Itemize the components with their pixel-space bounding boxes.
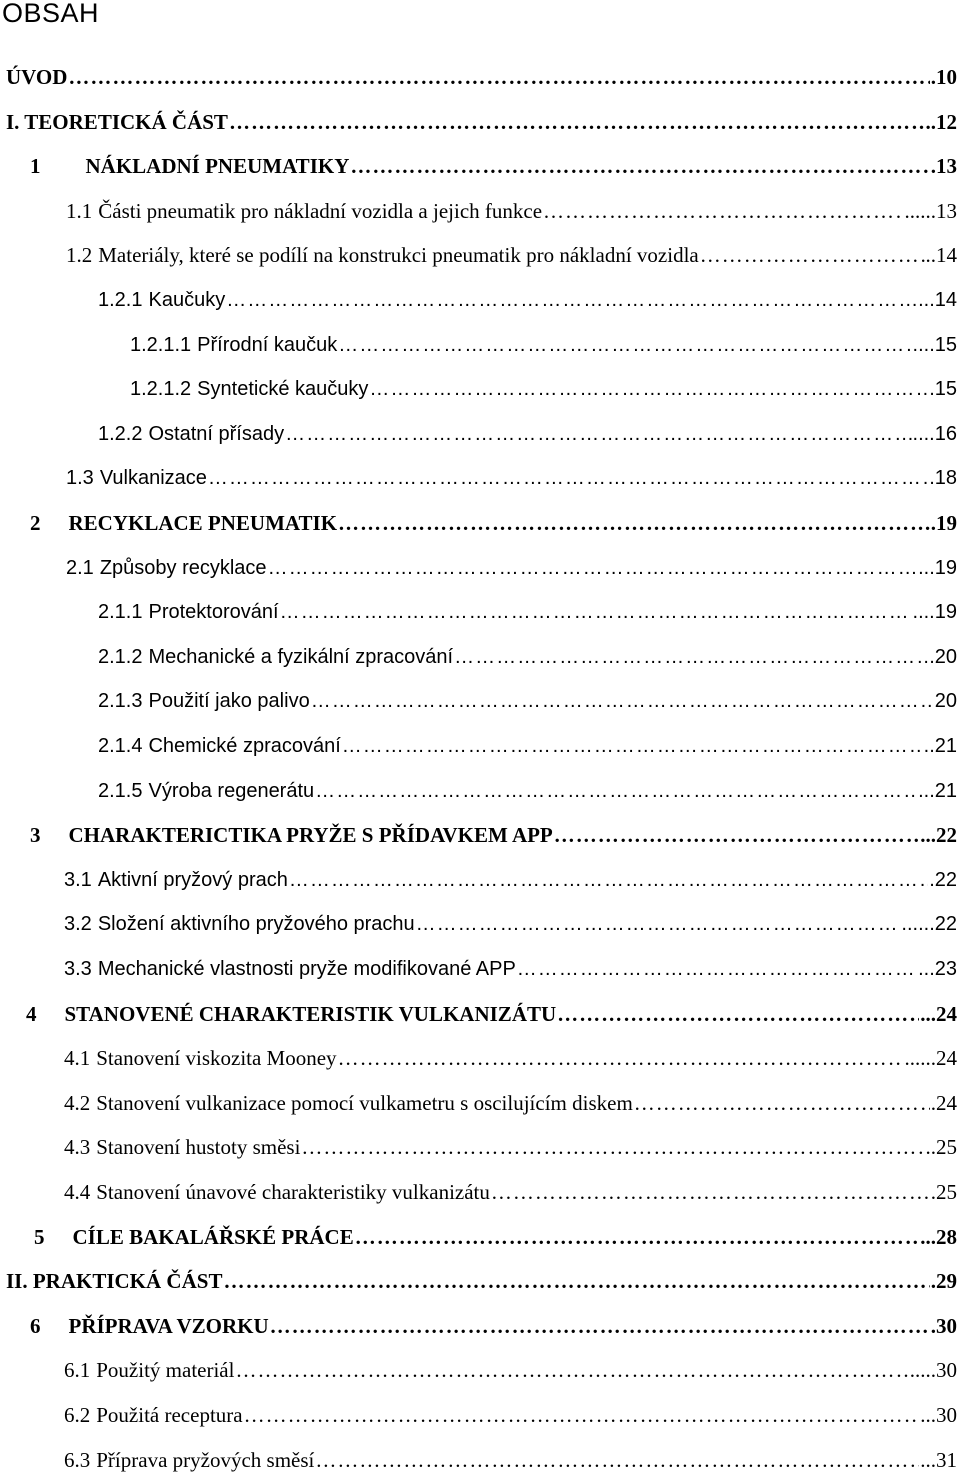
toc-entry[interactable] — [64, 859, 957, 895]
toc-entry[interactable] — [98, 279, 957, 315]
toc-entry-number: 3.1 — [64, 868, 92, 891]
toc-entry-title: Protektorování — [148, 601, 279, 624]
toc-entry-number: 4.3 — [64, 1135, 91, 1160]
toc-dot-leader — [315, 1445, 919, 1475]
toc-entry-page: .30 — [930, 1313, 957, 1338]
toc-entry-title: Mechanické vlastnosti pryže modifikované APP — [97, 958, 516, 980]
toc-entry-number: 1.2.1.2 — [130, 378, 192, 401]
toc-entry-number: 6.2 — [64, 1403, 91, 1427]
toc-entry-number: II. PRAKTICKÁ ČÁST — [6, 1269, 223, 1294]
toc-entry[interactable] — [66, 547, 957, 583]
toc-dot-leader — [226, 285, 917, 315]
toc-entry-page: ......13 — [904, 198, 957, 223]
toc-dot-leader — [285, 419, 911, 449]
toc-entry-number: 1 — [30, 154, 41, 179]
toc-entry-title: Výroba regenerátu — [148, 779, 315, 802]
toc-entry-title: PŘÍPRAVA VZORKU — [68, 1313, 269, 1338]
toc-entry-number: 1.2.1.1 — [130, 333, 192, 356]
toc-entry-title: Ostatní přísady — [148, 422, 285, 445]
toc-entry[interactable] — [6, 1260, 957, 1296]
toc-entry-number: 4.4 — [64, 1180, 91, 1204]
toc-entry[interactable] — [64, 948, 957, 984]
toc-entry-title: Mechanické a fyzikální zpracování — [148, 645, 454, 668]
toc-entry-title: Vulkanizace — [99, 467, 207, 490]
toc-entry[interactable] — [98, 680, 957, 716]
toc-entry-number: 1.2 — [66, 243, 93, 268]
toc-dot-leader — [416, 909, 901, 939]
toc-entry-title: Použitý materiál — [96, 1358, 235, 1383]
toc-entry-title: Přírodní kaučuk — [197, 333, 338, 356]
toc-entry-number: 4 — [26, 1001, 37, 1026]
toc-dot-leader — [315, 776, 917, 806]
toc-entry-page: ...31 — [920, 1447, 957, 1472]
toc-entry-page: ......24 — [904, 1046, 957, 1071]
toc-dot-leader — [235, 1355, 908, 1385]
toc-entry[interactable] — [30, 145, 957, 181]
toc-entry[interactable] — [64, 1439, 957, 1475]
toc-entry-number: 1.1 — [66, 198, 93, 223]
toc-entry[interactable] — [26, 993, 957, 1029]
toc-entry-number: ÚVOD — [6, 65, 68, 89]
toc-entry-page: .24 — [930, 1090, 957, 1115]
toc-entry-page: .15 — [929, 378, 957, 401]
toc-entry[interactable] — [64, 1126, 957, 1162]
toc-entry-page: ...21 — [918, 779, 957, 802]
toc-entry-page: ..21 — [923, 735, 957, 757]
toc-entry-number: 2.1.3 — [98, 690, 143, 713]
toc-entry-page: ...24 — [920, 1001, 957, 1026]
toc-entry[interactable] — [66, 234, 957, 270]
toc-entry-number: 2.1 — [66, 556, 94, 579]
toc-entry-number: 2.1.4 — [98, 735, 143, 757]
toc-dot-leader — [369, 374, 928, 404]
toc-entry-page: .29 — [930, 1269, 957, 1294]
toc-entry[interactable] — [30, 814, 957, 850]
toc-entry-page: ...28 — [920, 1224, 957, 1249]
toc-entry-title: Stanovení viskozita Mooney — [96, 1046, 337, 1071]
toc-entry-title: Stanovení únavové charakteristiky vulkanizátu — [96, 1180, 490, 1204]
toc-entry-page: ....16 — [912, 422, 957, 445]
toc-entry-title: Části pneumatik pro nákladní vozidla a jejich funkce — [98, 198, 543, 223]
toc-dot-leader — [289, 865, 928, 895]
toc-entry[interactable] — [30, 502, 957, 538]
toc-entry-number: 1.2.1 — [98, 289, 143, 311]
toc-dot-leader — [342, 731, 923, 761]
toc-entry-title: STANOVENÉ CHARAKTERISTIK VULKANIZÁTU — [64, 1001, 557, 1026]
toc-dot-leader — [350, 151, 929, 181]
toc-entry[interactable] — [98, 636, 957, 672]
toc-dot-leader — [338, 1043, 904, 1073]
toc-dot-leader — [223, 1266, 929, 1296]
toc-entry-number: 4.1 — [64, 1046, 91, 1071]
toc-entry-page: 20 — [934, 690, 957, 713]
toc-dot-leader — [338, 508, 930, 538]
toc-dot-leader — [311, 686, 934, 716]
toc-entry[interactable] — [64, 1349, 957, 1385]
toc-entry[interactable] — [98, 591, 957, 627]
toc-entry-number: 2.1.1 — [98, 601, 143, 624]
toc-entry[interactable] — [64, 1037, 957, 1073]
toc-entry-number: 1.3 — [66, 467, 94, 490]
toc-entry[interactable] — [98, 725, 957, 761]
toc-entry-page: ..14 — [925, 243, 957, 268]
toc-entry-page: .13 — [930, 154, 957, 179]
toc-entry-page: ...19 — [918, 556, 957, 579]
toc-entry-title: Aktivní pryžový prach — [97, 868, 288, 891]
toc-entry[interactable] — [64, 1171, 957, 1207]
toc-entry-page: ..25 — [925, 1135, 957, 1160]
toc-dot-leader — [557, 999, 919, 1029]
toc-entry-page: ......22 — [901, 913, 957, 936]
toc-entry-number: 3.3 — [64, 958, 92, 980]
toc-entry-page: .25 — [930, 1180, 957, 1204]
toc-dot-leader — [517, 954, 917, 984]
toc-dot-leader — [229, 107, 925, 137]
toc-entry-page: .10 — [930, 65, 957, 89]
toc-dot-leader — [543, 196, 903, 226]
toc-entry-title: Kaučuky — [148, 289, 226, 311]
toc-dot-leader — [244, 1400, 920, 1430]
toc-entry-page: .20 — [929, 645, 957, 668]
page-title: OBSAH — [2, 0, 100, 28]
toc-entry-title: Způsoby recyklace — [99, 556, 267, 579]
toc-entry-page: ...14 — [918, 289, 957, 311]
toc-entry-page: ..12 — [925, 109, 957, 134]
toc-dot-leader — [554, 820, 919, 850]
toc-entry-number: 6.3 — [64, 1447, 91, 1472]
toc-dot-leader — [301, 1132, 924, 1162]
toc-dot-leader — [355, 1222, 920, 1252]
toc-entry-title: Příprava pryžových směsí — [96, 1447, 315, 1472]
toc-entry[interactable] — [98, 413, 957, 449]
toc-entry[interactable] — [30, 1305, 957, 1341]
toc-entry-title: NÁKLADNÍ PNEUMATIKY — [85, 154, 350, 179]
toc-entry-title: RECYKLACE PNEUMATIK — [68, 511, 338, 535]
toc-entry-number: 4.2 — [64, 1090, 91, 1115]
toc-entry-title: Použití jako palivo — [148, 690, 310, 713]
toc-entry-page: ...15 — [918, 333, 957, 356]
toc-entry[interactable] — [64, 903, 957, 939]
toc-entry[interactable] — [6, 56, 957, 92]
toc-entry[interactable] — [34, 1216, 957, 1252]
toc-entry-number: 2.1.5 — [98, 779, 143, 802]
toc-entry[interactable] — [130, 368, 957, 404]
toc-dot-leader — [338, 330, 917, 360]
toc-dot-leader — [700, 240, 925, 270]
toc-entry-number: 5 — [34, 1224, 45, 1249]
toc-dot-leader — [491, 1177, 930, 1207]
toc-entry-number: 3 — [30, 823, 41, 848]
toc-dot-leader — [268, 553, 918, 583]
toc-entry[interactable] — [130, 324, 957, 360]
toc-entry[interactable] — [64, 1082, 957, 1118]
toc-entry-number: 6 — [30, 1313, 41, 1338]
toc-entry-number: 3.2 — [64, 913, 92, 936]
toc-entry-number: I. TEORETICKÁ ČÁST — [6, 109, 228, 134]
toc-entry[interactable] — [6, 101, 957, 137]
toc-entry-page: .18 — [929, 467, 957, 490]
toc-entry-title: CÍLE BAKALÁŘSKÉ PRÁCE — [72, 1224, 354, 1249]
toc-dot-leader — [208, 463, 928, 493]
toc-entry-number: 2.1.2 — [98, 645, 143, 668]
toc-dot-leader — [270, 1311, 930, 1341]
toc-entry-title: Stanovení vulkanizace pomocí vulkametru s oscilujícím diskem — [96, 1090, 633, 1115]
toc-entry-page: .19 — [930, 511, 957, 535]
toc-entry-page: .22 — [929, 868, 957, 891]
toc-entry-page: ....19 — [912, 601, 957, 624]
toc-entry-page: .....30 — [909, 1358, 957, 1383]
toc-entry-page: ...30 — [920, 1403, 957, 1427]
toc-entry-number: 1.2.2 — [98, 422, 143, 445]
toc-dot-leader — [634, 1088, 930, 1118]
toc-entry-title: Stanovení hustoty směsi — [96, 1135, 301, 1160]
toc-entry-title: Použitá receptura — [96, 1403, 243, 1427]
toc-entry-page: ...22 — [920, 823, 957, 848]
toc-entry-title: Chemické zpracování — [148, 735, 341, 757]
toc-entry-title: Složení aktivního pryžového prachu — [97, 913, 415, 936]
toc-dot-leader — [68, 62, 929, 92]
toc-entry-title: Materiály, které se podílí na konstrukci pneumatik pro nákladní vozidla — [98, 243, 699, 268]
toc-entry[interactable] — [64, 1394, 957, 1430]
toc-entry-title: CHARAKTERICTIKA PRYŽE S PŘÍDAVKEM APP — [68, 823, 553, 848]
toc-dot-leader — [454, 642, 928, 672]
toc-entry-title: Syntetické kaučuky — [197, 378, 369, 401]
toc-entry-page: ...23 — [918, 958, 957, 980]
toc-entry[interactable] — [66, 457, 957, 493]
toc-entry-number: 2 — [30, 511, 41, 535]
toc-entry[interactable] — [66, 190, 957, 226]
toc-dot-leader — [280, 597, 912, 627]
toc-entry-number: 6.1 — [64, 1358, 91, 1383]
toc-entry[interactable] — [98, 770, 957, 806]
